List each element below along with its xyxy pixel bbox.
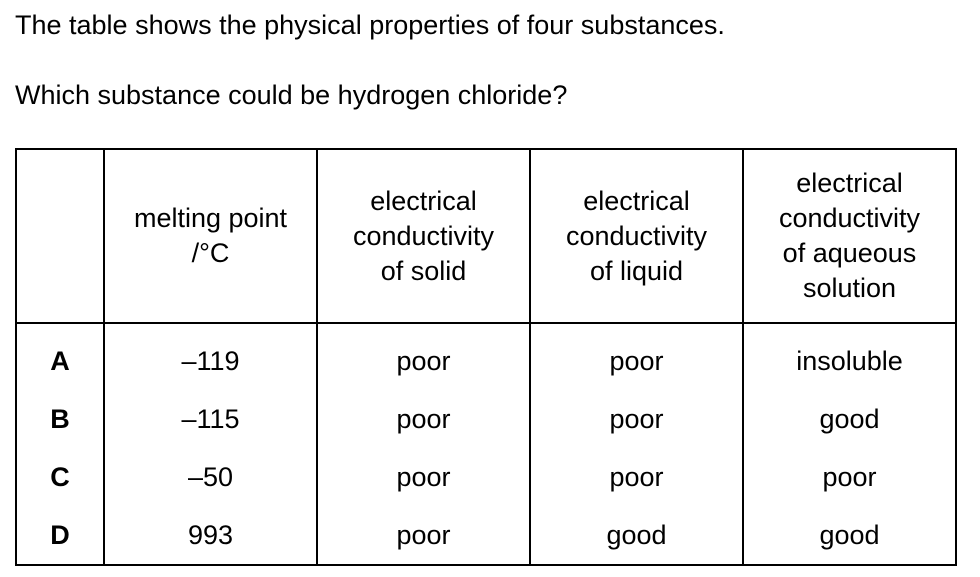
question-intro: The table shows the physical properties of four substances.	[15, 10, 725, 40]
cell-conductivity-liquid: poor	[530, 323, 743, 390]
cell-melting-point: –119	[104, 323, 317, 390]
cell-melting-point: –115	[104, 390, 317, 448]
header-line: of aqueous	[782, 238, 917, 268]
header-line: solution	[802, 273, 897, 303]
header-conductivity-liquid	[530, 149, 743, 323]
header-line: conductivity	[565, 220, 708, 251]
cell-conductivity-solid: poor	[317, 390, 530, 448]
header-line: of liquid	[589, 255, 684, 286]
header-line: of solid	[380, 255, 467, 286]
header-melting-point	[104, 149, 317, 323]
cell-conductivity-solid: poor	[317, 323, 530, 390]
header-line: electrical	[796, 168, 903, 198]
header-line: conductivity	[778, 203, 921, 233]
row-key: B	[50, 404, 70, 434]
properties-table	[15, 148, 957, 566]
header-line: electrical	[370, 185, 477, 216]
row-key: A	[50, 346, 70, 376]
cell-conductivity-liquid: poor	[530, 390, 743, 448]
cell-conductivity-solid: poor	[317, 448, 530, 506]
header-conductivity-solid	[317, 149, 530, 323]
header-line: /°C	[191, 238, 230, 268]
header-line: electrical	[583, 185, 690, 216]
cell-conductivity-solid: poor	[317, 506, 530, 565]
table-row-b	[16, 390, 956, 448]
table-row-a	[16, 323, 956, 390]
row-key: D	[50, 520, 70, 550]
header-line: conductivity	[352, 220, 495, 251]
cell-melting-point: –50	[104, 448, 317, 506]
cell-conductivity-liquid: good	[530, 506, 743, 565]
cell-conductivity-aqueous: good	[743, 506, 956, 565]
cell-melting-point: 993	[104, 506, 317, 565]
row-key: C	[50, 462, 70, 492]
header-row	[16, 149, 956, 323]
header-line: melting point	[133, 203, 288, 233]
cell-conductivity-liquid: poor	[530, 448, 743, 506]
table-row-c	[16, 448, 956, 506]
table-row-d	[16, 506, 956, 565]
question-prompt: Which substance could be hydrogen chloride?	[15, 80, 568, 110]
cell-conductivity-aqueous: poor	[743, 448, 956, 506]
header-conductivity-aqueous	[743, 149, 956, 323]
cell-conductivity-aqueous: insoluble	[743, 323, 956, 390]
header-key	[16, 149, 104, 323]
cell-conductivity-aqueous: good	[743, 390, 956, 448]
